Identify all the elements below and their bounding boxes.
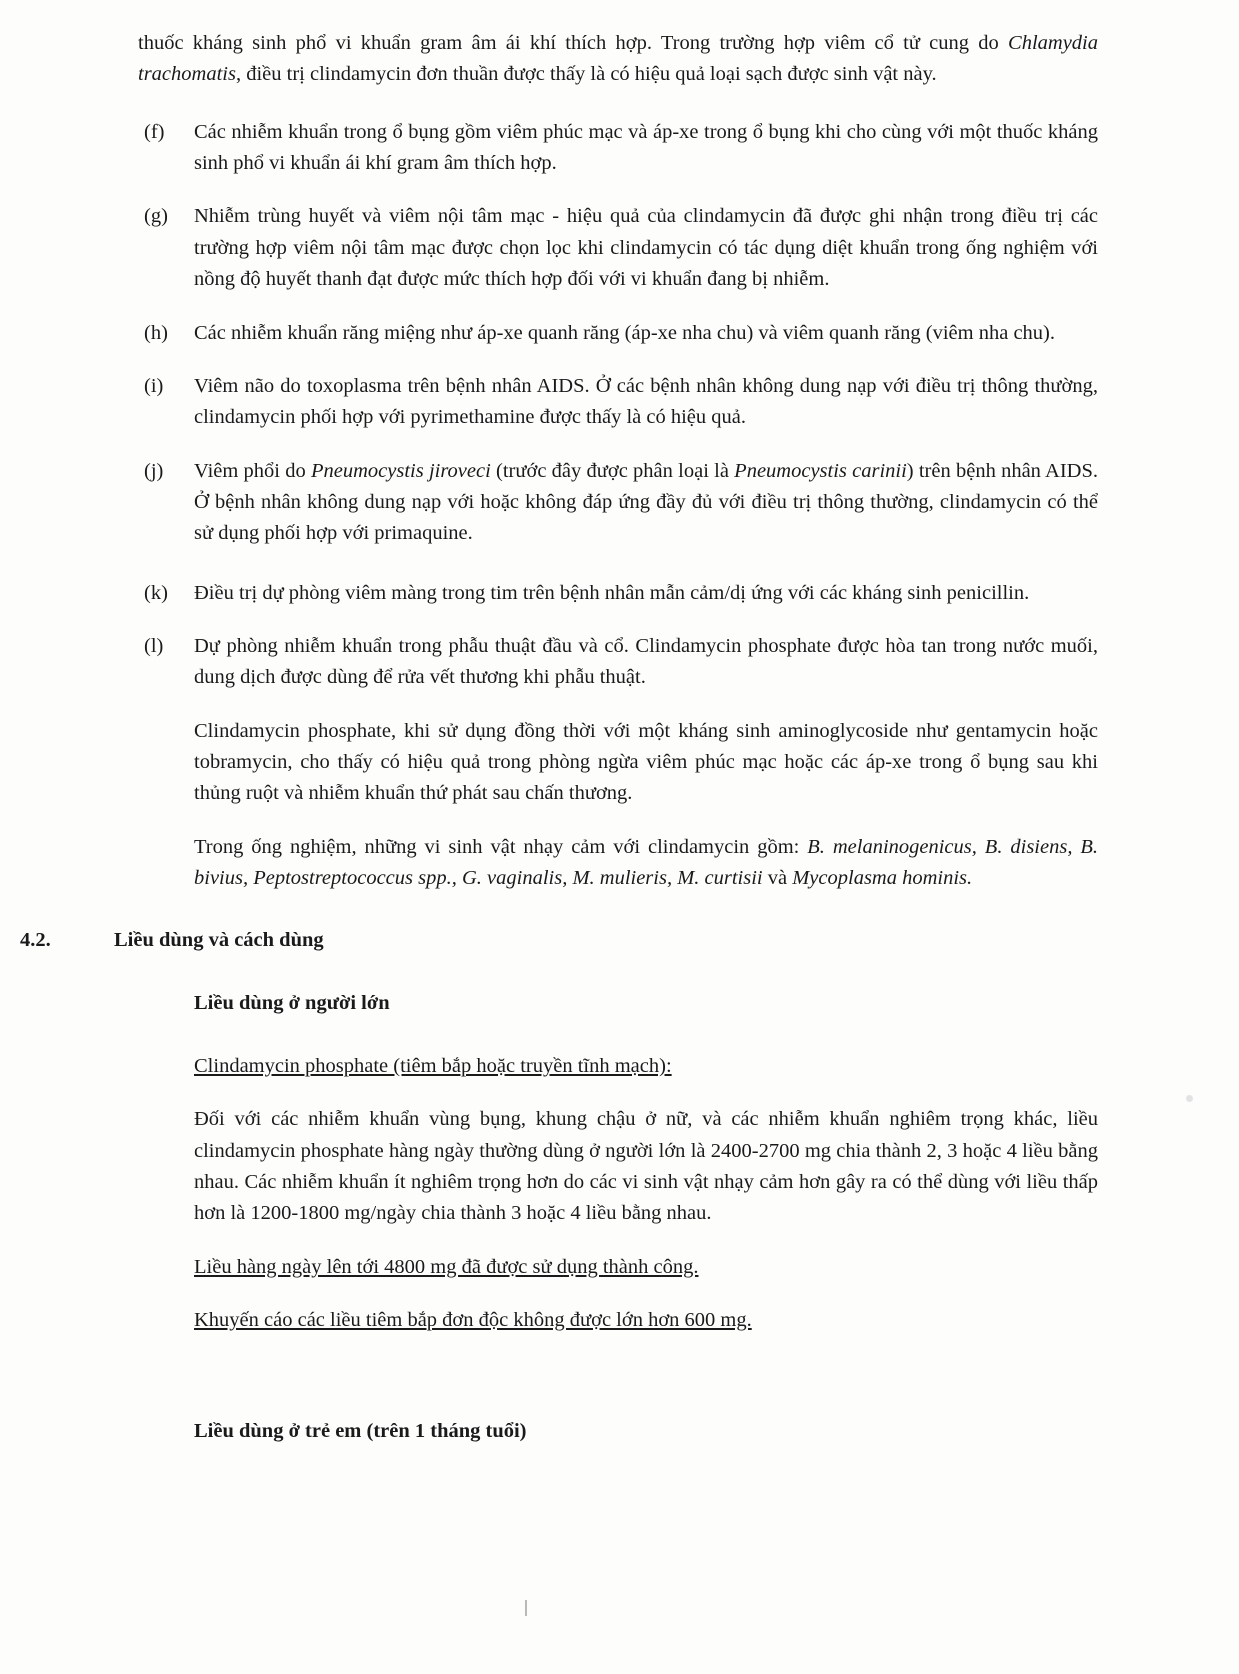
route-line-block [138,1051,1098,1082]
route-of-administration-line: Clindamycin phosphate (tiêm bắp hoặc truyền tĩnh mạch): [194,1054,672,1077]
subheading-children-dose: Liều dùng ở trẻ em (trên 1 tháng tuổi) [194,1420,527,1443]
intro-paragraph: thuốc kháng sinh phổ vi khuẩn gram âm ái khí thích hợp. Trong trường hợp viêm cổ tử cung do Chlamydia trachomatis, điều trị clindamycin đơn thuần được thấy là có hiệu quả loại sạch được sinh vật này. [138,32,1098,86]
list-item-marker: (j) [144,459,164,482]
subheading-adult-dose: Liều dùng ở người lớn [194,991,390,1014]
list-item-text: Các nhiễm khuẩn trong ổ bụng gồm viêm phúc mạc và áp-xe trong ổ bụng khi cho cùng với một thuốc kháng sinh phổ vi khuẩn ái khí gram âm thích hợp. [194,120,1098,175]
note-max-daily-dose: Liều hàng ngày lên tới 4800 mg đã được sử dụng thành công. [194,1255,699,1278]
section-heading [20,928,1098,952]
list-item [138,117,1098,180]
section-title: Liều dùng và cách dùng [114,928,324,951]
page-content [20,28,1099,1470]
list-item [138,631,1098,694]
subheading-block [138,966,1098,1029]
note-block [138,1252,1098,1283]
list-item [138,318,1098,349]
aminoglycoside-paragraph: Clindamycin phosphate, khi sử dụng đồng thời với một kháng sinh aminoglycoside như gentamycin hoặc tobramycin, cho thấy có hiệu quả trong phòng ngừa viêm phúc mạc hoặc các áp-xe trong ổ bụng sau khi thủng ruột và nhiễm khuẩn thứ phát sau chấn thương. [194,719,1098,805]
list-item-marker: (l) [144,635,164,658]
list-item-text: Nhiễm trùng huyết và viêm nội tâm mạc - hiệu quả của clindamycin đã được ghi nhận trong điều trị các trường hợp viêm nội tâm mạc được chọn lọc khi clindamycin có tác dụng diệt khuẩn trong ống nghiệm với nồng độ huyết thanh đạt được mức thích hợp đối với vi khuẩn đang bị nhiễm. [194,205,1098,291]
list-item-marker: (k) [144,581,168,604]
list-item [138,578,1098,609]
subheading-block [138,1358,1098,1447]
list-item-text: Điều trị dự phòng viêm màng trong tim trên bệnh nhân mẫn cảm/dị ứng với các kháng sinh penicillin. [194,581,1030,604]
list-item [138,201,1098,295]
list-item-text: Viêm phổi do Pneumocystis jiroveci (trước đây được phân loại là Pneumocystis carinii) trên bệnh nhân AIDS. Ở bệnh nhân không dung nạp với hoặc không đáp ứng đầy đủ với điều trị thông thường, clindamycin có thể sử dụng phối hợp với primaquine. [194,459,1098,545]
susceptible-organisms-paragraph: Trong ống nghiệm, những vi sinh vật nhạy cảm với clindamycin gồm: B. melaninogenicus, B. disiens, B. bivius, Peptostreptococcus spp., G. vaginalis, M. mulieris, M. curtisii và Mycoplasma hominis. [194,835,1099,890]
list-item-text: Dự phòng nhiễm khuẩn trong phẫu thuật đầu và cổ. Clindamycin phosphate được hòa tan trong nước muối, dung dịch được dùng để rửa vết thương khi phẫu thuật. [194,635,1098,689]
list-item-marker: (g) [144,205,168,228]
list-item-text: Các nhiễm khuẩn răng miệng như áp-xe quanh răng (áp-xe nha chu) và viêm quanh răng (viêm nha chu). [194,321,1055,344]
paragraph-indent-spacer [138,1104,194,1229]
page-bottom-tick [525,1600,527,1616]
list-item [138,371,1098,434]
paragraph-indent-spacer [138,1252,194,1283]
list-item-text: Viêm não do toxoplasma trên bệnh nhân AIDS. Ở các bệnh nhân không dung nạp với điều trị thông thường, clindamycin phối hợp với pyrimethamine được thấy là có hiệu quả. [194,374,1098,429]
section-number: 4.2. [20,928,51,951]
paragraph-indent-spacer [138,966,194,1029]
paragraph-indent-spacer [138,832,194,895]
list-item-marker: (i) [144,374,164,397]
page-edge-mark [1186,1095,1193,1102]
paragraph-block [138,1104,1098,1229]
paragraph-indent-spacer [138,1051,194,1082]
list-item [138,456,1098,550]
paragraph-indent-spacer [138,1358,194,1447]
paragraph-block [138,716,1098,810]
note-block [138,1305,1098,1336]
paragraph-indent-spacer [138,716,194,810]
list-item-marker: (h) [144,321,168,344]
dosage-paragraph: Đối với các nhiễm khuẩn vùng bụng, khung chậu ở nữ, và các nhiễm khuẩn nghiêm trọng khác, liều clindamycin phosphate hàng ngày thường dùng ở người lớn là 2400-2700 mg chia thành 2, 3 hoặc 4 liều bằng nhau. Các nhiễm khuẩn ít nghiêm trọng hơn do các vi sinh vật nhạy cảm hơn gây ra có thể dùng với liều thấp hơn là 1200-1800 mg/ngày chia thành 3 hoặc 4 liều bằng nhau. [194,1108,1098,1225]
list-item-marker: (f) [144,120,165,143]
note-single-im-dose: Khuyến cáo các liều tiêm bắp đơn độc không được lớn hơn 600 mg. [194,1309,752,1332]
paragraph-indent-spacer [138,1305,194,1336]
paragraph-block [138,832,1098,895]
